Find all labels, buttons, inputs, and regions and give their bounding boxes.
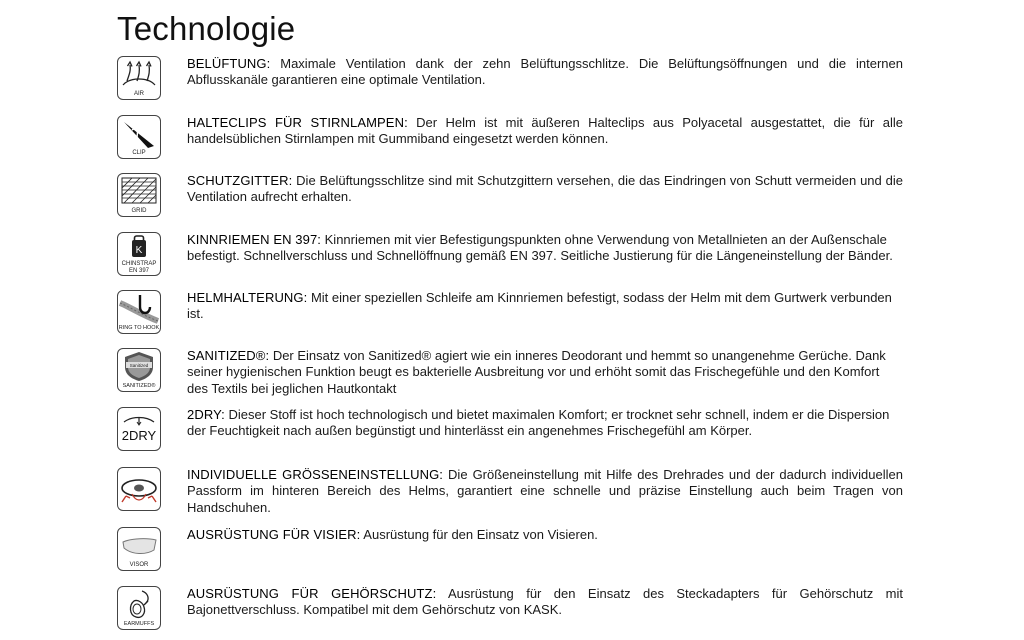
svg-text:K: K — [135, 245, 143, 256]
feature-air — [117, 56, 903, 100]
feature-heading: AUSRÜSTUNG FÜR GEHÖRSCHUTZ: — [187, 586, 437, 601]
feature-body: Maximale Ventilation dank der zehn Belüftungsschlitze. Die Belüftungsöffnungen und die internen Abflusskanäle garantieren eine optimale Ventilation. — [187, 56, 903, 88]
feature-body: Der Helm ist mit äußeren Halteclips aus Polyacetal ausgestattet, die für alle handelsüblichen Stirnlampen mit Gummiband eingesetzt werden können. — [187, 115, 903, 147]
feature-text — [187, 467, 903, 516]
feature-earmuffs — [117, 586, 903, 630]
feature-body: Ausrüstung für den Einsatz des Steckadapters für Gehörschutz mit Bajonettverschluss. Kompatibel mit dem Gehörschutz von KASK. — [187, 586, 903, 618]
feature-text — [187, 115, 903, 148]
feature-heading: SANITIZED®: — [187, 348, 270, 363]
clip-icon-caption: CLIP — [132, 150, 146, 156]
sanitized-badge-text: Sanitized — [129, 362, 149, 368]
feature-text — [187, 407, 903, 440]
ring-to-hook-icon — [117, 290, 161, 334]
air-icon — [117, 56, 161, 100]
chinstrap-icon-caption-2: EN 397 — [128, 268, 149, 274]
feature-visor — [117, 527, 903, 571]
air-icon-caption: AIR — [133, 91, 144, 97]
feature-heading: HALTECLIPS FÜR STIRNLAMPEN: — [187, 115, 408, 130]
feature-body: Die Belüftungsschlitze sind mit Schutzgittern versehen, die das Eindringen von Schutt vermeiden und die Ventilation aufrecht erhalten. — [187, 173, 903, 205]
feature-text — [187, 290, 903, 323]
size-adjust-icon — [117, 467, 161, 511]
feature-heading: INDIVIDUELLE GRÖSSENEINSTELLUNG: — [187, 467, 444, 482]
feature-heading: 2DRY: — [187, 407, 225, 422]
grid-icon — [117, 173, 161, 217]
feature-heading: SCHUTZGITTER: — [187, 173, 293, 188]
feature-heading: BELÜFTUNG: — [187, 56, 271, 71]
feature-heading: KINNRIEMEN EN 397: — [187, 232, 322, 247]
chinstrap-icon — [117, 232, 161, 276]
feature-body: Mit einer speziellen Schleife am Kinnriemen befestigt, sodass der Helm mit dem Gurtwerk verbunden ist. — [187, 290, 892, 322]
feature-clip — [117, 115, 903, 159]
feature-size-adjustment — [117, 467, 903, 516]
feature-heading: HELMHALTERUNG: — [187, 290, 308, 305]
feature-sanitized — [117, 348, 903, 397]
feature-text — [187, 586, 903, 619]
clip-icon — [117, 115, 161, 159]
feature-text — [187, 527, 903, 543]
feature-text — [187, 348, 903, 397]
2dry-icon — [117, 407, 161, 451]
feature-text — [187, 56, 903, 89]
feature-ring-to-hook — [117, 290, 903, 334]
feature-2dry — [117, 407, 903, 451]
feature-body: Dieser Stoff ist hoch technologisch und bietet maximalen Komfort; er trocknet sehr schnell, indem er die Dispersion der Feuchtigkeit nach außen begünstigt und hinterlässt ein angenehmes Frischegefühl am Körper. — [187, 407, 890, 439]
sanitized-icon-caption: SANITIZED® — [122, 383, 156, 389]
feature-body: Ausrüstung für den Einsatz von Visieren. — [363, 527, 598, 542]
visor-icon — [117, 527, 161, 571]
feature-body: Kinnriemen mit vier Befestigungspunkten ohne Verwendung von Metallnieten an der Außenschale befestigt. Schnellverschluss und Schnellöffnung gemäß EN 397. Seitliche Justierung für die Längeneinstellung der Bänder. — [187, 232, 893, 264]
sanitized-icon — [117, 348, 161, 392]
2dry-icon-caption: 2DRY — [121, 428, 157, 443]
feature-heading: AUSRÜSTUNG FÜR VISIER: — [187, 527, 361, 542]
visor-icon-caption: VISOR — [129, 562, 149, 568]
grid-icon-caption: GRID — [131, 208, 147, 214]
ring-to-hook-icon-caption: RING TO HOOK — [118, 325, 160, 331]
chinstrap-icon-caption: CHINSTRAP — [121, 261, 157, 267]
earmuffs-icon-caption: EARMUFFS — [123, 621, 155, 627]
feature-body: Der Einsatz von Sanitized® agiert wie ein inneres Deodorant und hemmt so unangenehme Gerüche. Dank seiner hygienischen Funktion beugt es bakterielle Ausbreitung vor und erhöht somit das Frischegefühle und den Komfort des Textils bei jeglichen Hautkontakt — [187, 348, 886, 396]
feature-text — [187, 173, 903, 206]
feature-chinstrap — [117, 232, 903, 276]
page-title: Technologie — [117, 10, 296, 47]
feature-text — [187, 232, 903, 265]
feature-grid — [117, 173, 903, 217]
earmuffs-icon — [117, 586, 161, 630]
feature-body: Die Größeneinstellung mit Hilfe des Drehrades und der dadurch individuellen Passform im hinteren Bereich des Helms, garantiert eine schnelle und präzise Einstellung auch beim Tragen von Handschuhen. — [187, 467, 903, 515]
